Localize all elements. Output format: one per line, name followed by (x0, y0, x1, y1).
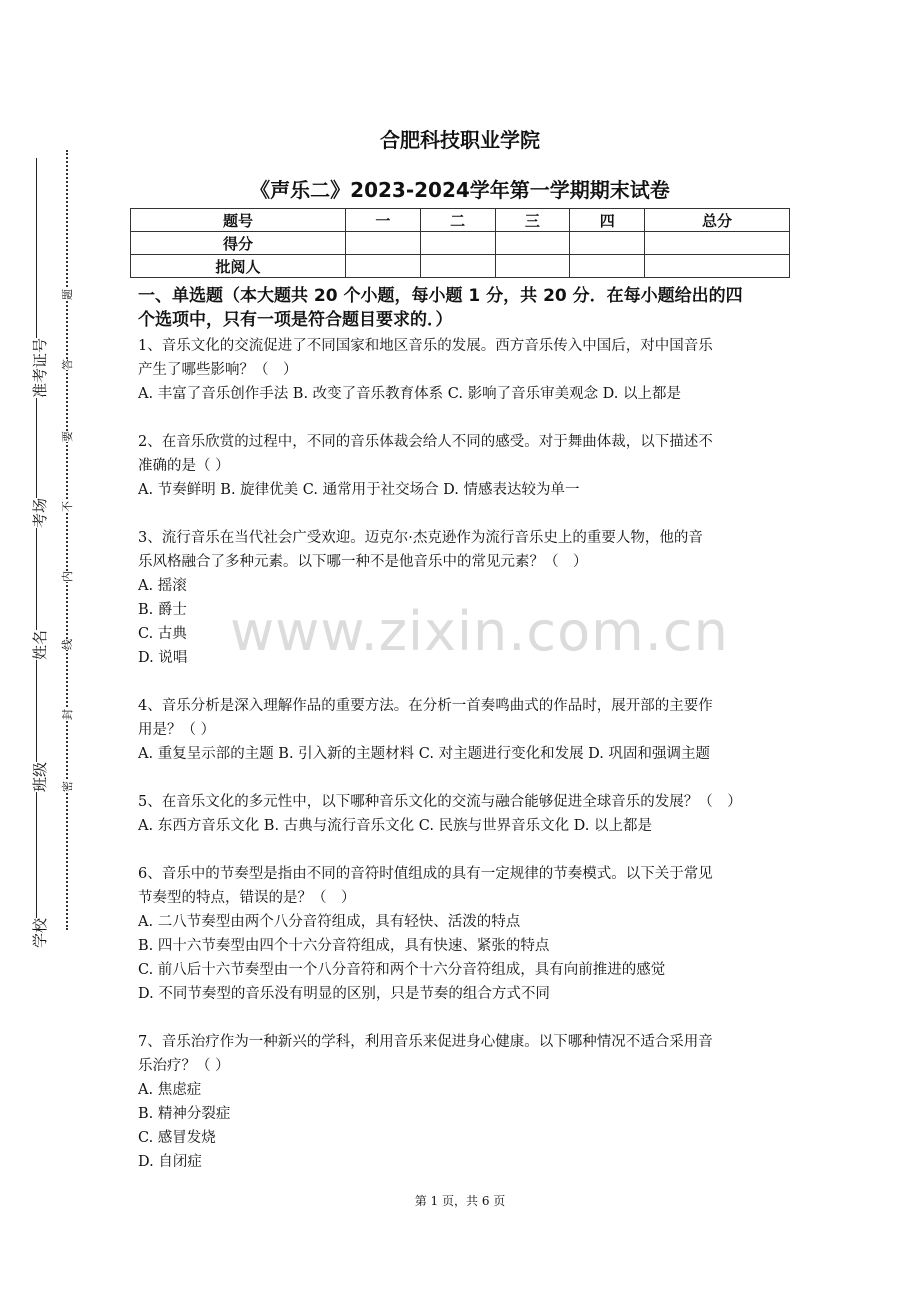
question-line: 乐风格融合了多种元素。以下哪一种不是他音乐中的常见元素？（ ） (138, 554, 588, 570)
question-line: 2、在音乐欣赏的过程中，不同的音乐体裁会给人不同的感受。对于舞曲体裁，以下描述不 (138, 434, 713, 450)
watermark: www.zixin.com.cn (230, 600, 729, 663)
question-list (138, 334, 788, 1174)
question-line: D. 自闭症 (138, 1154, 202, 1170)
question-line: 5、在音乐文化的多元性中，以下哪种音乐文化的交流与融合能够促进全球音乐的发展？（ ） (138, 794, 742, 810)
seal-char: 密 (61, 781, 74, 792)
question-line: C. 前八后十六节奏型由一个八分音符和两个十六分音符组成，具有向前推进的感觉 (138, 962, 666, 978)
score-cell[interactable] (420, 232, 495, 255)
header-cell: 三 (495, 209, 570, 232)
question-line: C. 古典 (138, 626, 187, 642)
binding-line (36, 158, 37, 938)
seal-char: 内 (61, 571, 74, 582)
question-7 (138, 1030, 788, 1174)
section-heading (138, 284, 788, 332)
seal-char: 线 (61, 639, 74, 650)
question-line: A. 丰富了音乐创作手法 B. 改变了音乐教育体系 C. 影响了音乐审美观念 D. 以上都是 (138, 386, 682, 402)
grader-cell[interactable] (570, 255, 645, 278)
question-line: D. 不同节奏型的音乐没有明显的区别，只是节奏的组合方式不同 (138, 986, 550, 1002)
question-line: A. 焦虑症 (138, 1082, 202, 1098)
question-4 (138, 694, 788, 766)
exam-content (138, 284, 788, 1198)
exam-title: 《声乐二》2023-2024学年第一学期期末试卷 (250, 178, 670, 202)
question-line: 1、音乐文化的交流促进了不同国家和地区音乐的发展。西方音乐传入中国后，对中国音乐 (138, 338, 713, 354)
question-6 (138, 862, 788, 1006)
school-name: 合肥科技职业学院 (380, 128, 540, 152)
question-line: 准确的是（ ） (138, 458, 230, 474)
row-label: 得分 (131, 232, 346, 255)
header-cell: 总分 (645, 209, 790, 232)
label-exam-room: 考场 (31, 497, 49, 528)
seal-char: 题 (61, 289, 74, 300)
question-line: A. 节奏鲜明 B. 旋律优美 C. 通常用于社交场合 D. 情感表达较为单一 (138, 482, 580, 498)
question-line: B. 爵士 (138, 602, 187, 618)
question-line: D. 说唱 (138, 650, 188, 666)
question-line: 节奏型的特点，错误的是？（ ） (138, 890, 356, 906)
question-2 (138, 430, 788, 502)
question-line: 乐治疗？（ ） (138, 1058, 230, 1074)
section-heading-line: 一、单选题（本大题共 20 个小题，每小题 1 分，共 20 分．在每小题给出的四 (138, 286, 743, 306)
question-line: A. 重复呈示部的主题 B. 引入新的主题材料 C. 对主题进行变化和发展 D. 巩固和强调主题 (138, 746, 711, 762)
grader-cell[interactable] (345, 255, 420, 278)
grader-cell[interactable] (420, 255, 495, 278)
score-cell[interactable] (570, 232, 645, 255)
section-heading-line: 个选项中，只有一项是符合题目要求的．） (138, 310, 453, 330)
page-footer: 第 1 页，共 6 页 (414, 1194, 506, 1208)
seal-dotted-line (66, 150, 68, 930)
seal-char: 答 (61, 359, 74, 370)
question-line: A. 二八节奏型由两个八分音符组成，具有轻快、活泼的特点 (138, 914, 521, 930)
header-cell: 一 (345, 209, 420, 232)
score-table-header-row (131, 209, 790, 232)
grader-cell[interactable] (645, 255, 790, 278)
question-line: 6、音乐中的节奏型是指由不同的音符时值组成的具有一定规律的节奏模式。以下关于常见 (138, 866, 713, 882)
question-1 (138, 334, 788, 406)
header-cell: 二 (420, 209, 495, 232)
question-line: 7、音乐治疗作为一种新兴的学科，利用音乐来促进身心健康。以下哪种情况不适合采用音 (138, 1034, 713, 1050)
score-table (130, 208, 790, 278)
question-line: A. 摇滚 (138, 578, 187, 594)
label-exam-id: 准考证号 (31, 337, 49, 398)
question-line: B. 四十六节奏型由四个十六分音符组成，具有快速、紧张的特点 (138, 938, 550, 954)
grader-row (131, 255, 790, 278)
label-class: 班级 (31, 761, 49, 792)
seal-char: 封 (61, 709, 74, 720)
question-line: C. 感冒发烧 (138, 1130, 216, 1146)
question-5 (138, 790, 788, 838)
row-label: 批阅人 (131, 255, 346, 278)
label-name: 姓名 (31, 629, 49, 660)
score-cell[interactable] (645, 232, 790, 255)
score-cell[interactable] (495, 232, 570, 255)
header-cell: 题号 (131, 209, 346, 232)
question-line: 3、流行音乐在当代社会广受欢迎。迈克尔·杰克逊作为流行音乐史上的重要人物，他的音 (138, 530, 703, 546)
score-cell[interactable] (345, 232, 420, 255)
label-school: 学校 (31, 917, 49, 948)
question-line: 4、音乐分析是深入理解作品的重要方法。在分析一首奏鸣曲式的作品时，展开部的主要作 (138, 698, 713, 714)
header-cell: 四 (570, 209, 645, 232)
grader-cell[interactable] (495, 255, 570, 278)
seal-char: 要 (61, 431, 74, 442)
question-line: 产生了哪些影响？（ ） (138, 362, 298, 378)
seal-char: 不 (61, 501, 74, 512)
score-row (131, 232, 790, 255)
question-line: 用是？（ ） (138, 722, 216, 738)
question-line: B. 精神分裂症 (138, 1106, 231, 1122)
question-line: A. 东西方音乐文化 B. 古典与流行音乐文化 C. 民族与世界音乐文化 D. 以上都是 (138, 818, 653, 834)
